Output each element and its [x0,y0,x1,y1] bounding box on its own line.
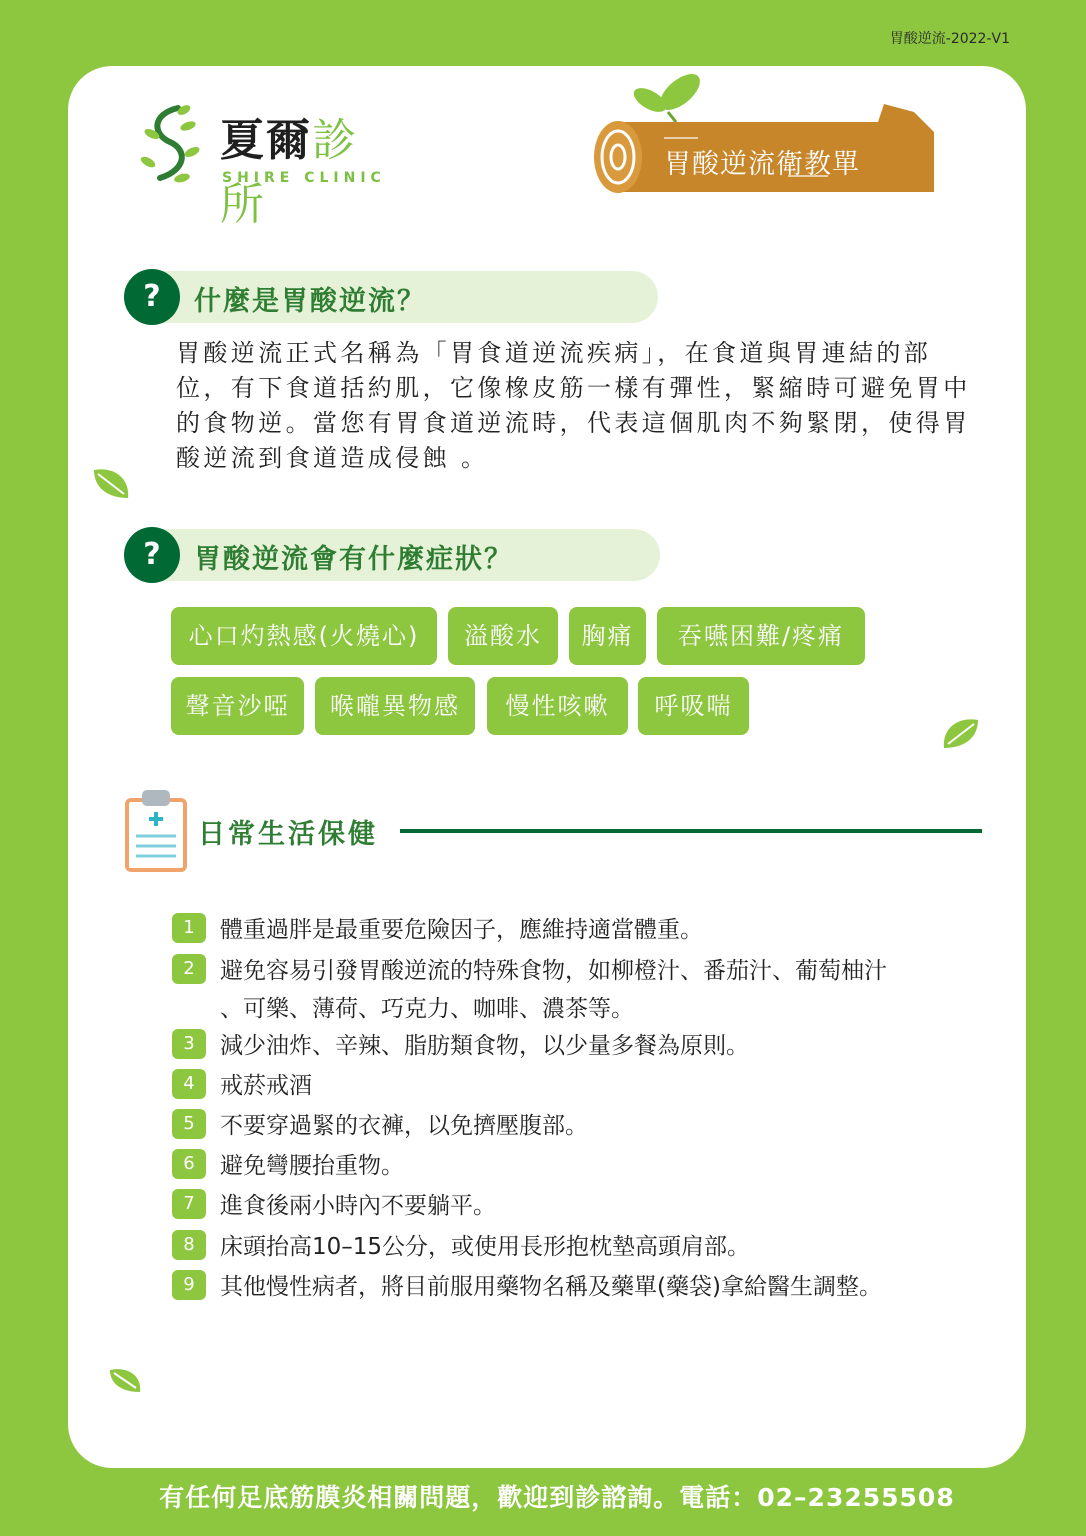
item-number: 8 [172,1230,206,1260]
item-text: 戒菸戒酒 [220,1073,312,1099]
symptom-tag: 溢酸水 [448,607,558,665]
section-title: 什麼是胃酸逆流？ [194,286,426,317]
symptom-tag: 胸痛 [569,607,646,665]
item-text: 不要穿過緊的衣褲，以免擠壓腹部。 [220,1113,588,1139]
clinic-logo [138,100,398,230]
leaf-icon [940,716,980,752]
question-icon: ? [124,269,180,325]
item-number: 1 [172,913,206,943]
symptom-tag: 慢性咳嗽 [487,677,628,735]
clipboard-icon [124,788,188,872]
symptom-tag: 呼吸喘 [638,677,749,735]
item-number: 5 [172,1109,206,1139]
leaf-icon [108,1366,144,1394]
item-number: 9 [172,1270,206,1300]
version-label: 胃酸逆流-2022-V1 [889,31,1010,47]
item-text: 避免容易引發胃酸逆流的特殊食物，如柳橙汁、番茄汁、葡萄柚汁 [220,958,887,984]
definition-paragraph: 胃酸逆流正式名稱為「胃食道逆流疾病」，在食道與胃連結的部位，有下食道括約肌，它像橡皮筋一樣有彈性，緊縮時可避免胃中的食物逆。當您有胃食道逆流時，代表這個肌肉不夠緊閉，使得胃酸逆流到食道造成侵蝕 。 [176,339,971,472]
question-icon: ? [124,527,180,583]
item-number: 2 [172,954,206,984]
leaf-icon [92,466,132,502]
item-text: 進食後兩小時內不要躺平。 [220,1193,496,1219]
section-title: 胃酸逆流會有什麼症狀？ [194,544,513,575]
item-text: 減少油炸、辛辣、脂肪類食物，以少量多餐為原則。 [220,1033,749,1059]
clinic-name-cn: 夏爾診所 [220,115,358,230]
item-text: 避免彎腰抬重物。 [220,1153,404,1179]
divider-line [400,829,982,833]
footer-contact: 有任何足底筋膜炎相關問題，歡迎到診諮詢。電話：02–23255508 [159,1483,955,1512]
item-text: 床頭抬高10–15公分，或使用長形抱枕墊高頭肩部。 [220,1234,751,1260]
symptom-tag: 喉嚨異物感 [315,677,475,735]
symptom-tag: 聲音沙啞 [171,677,304,735]
clinic-name-en: SHIRE CLINIC [222,170,386,186]
item-text: 其他慢性病者，將目前服用藥物名稱及藥單(藥袋)拿給醫生調整。 [220,1274,882,1300]
item-text: 體重過胖是最重要危險因子，應維持適當體重。 [220,917,703,943]
doc-title: 胃酸逆流衛教單 [664,149,860,180]
item-text-cont: 、可樂、薄荷、巧克力、咖啡、濃茶等。 [220,996,634,1022]
item-number: 7 [172,1189,206,1219]
symptom-tag: 吞嚥困難/疼痛 [657,607,865,665]
item-number: 3 [172,1029,206,1059]
log-icon [588,66,940,202]
item-number: 4 [172,1069,206,1099]
daily-care-title: 日常生活保健 [198,819,378,850]
vine-logo-icon [138,100,208,186]
item-number: 6 [172,1149,206,1179]
symptom-tag: 心口灼熱感(火燒心) [171,607,437,665]
